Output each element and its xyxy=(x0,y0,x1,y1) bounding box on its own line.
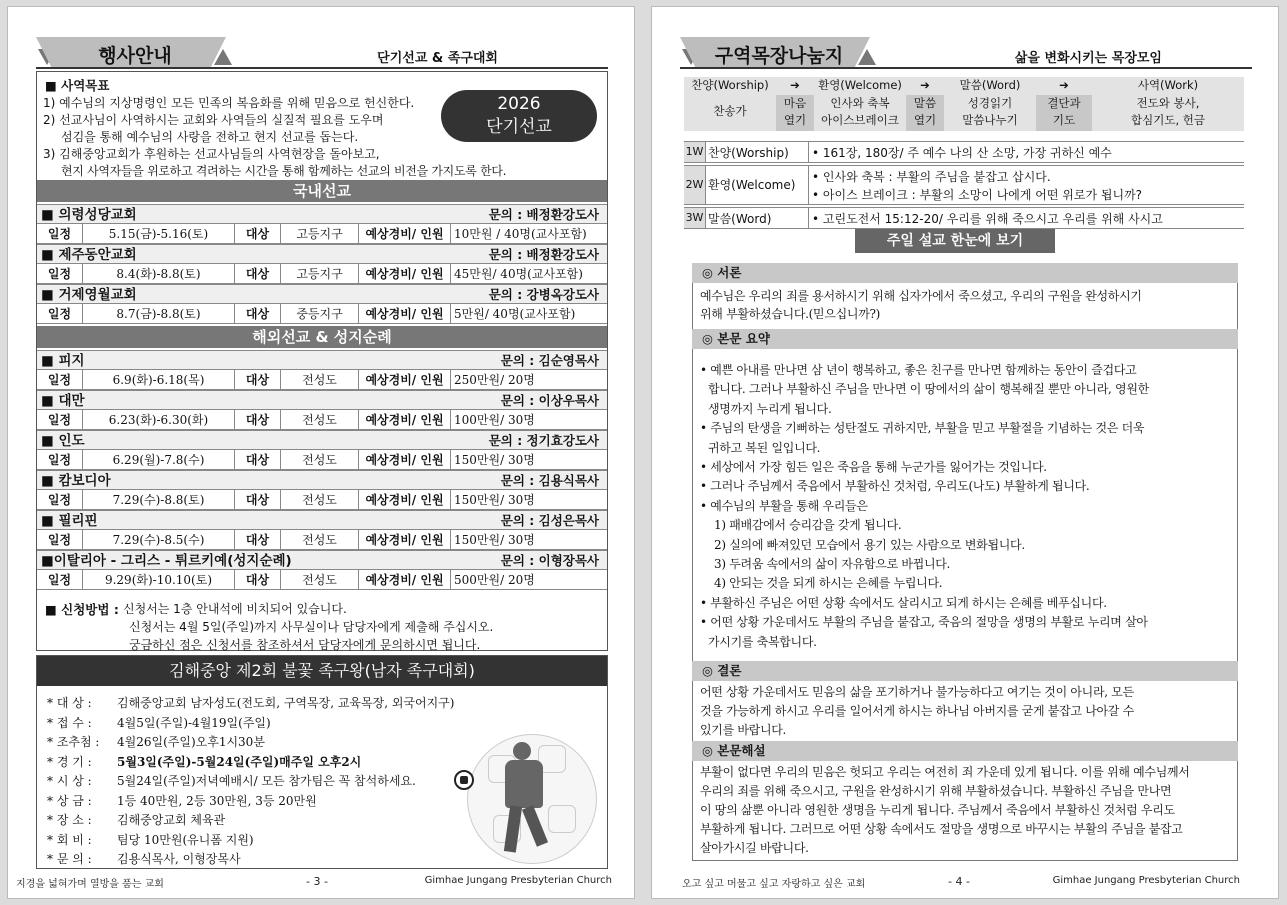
flow-step-bottom: 인사와 축복 아이스브레이크 xyxy=(821,96,899,127)
cost-value: 250만원/ 20명 xyxy=(454,373,535,387)
target-label: 대상 xyxy=(235,304,281,324)
target-value: 전성도 xyxy=(281,410,359,430)
contact: 문의 : 배정환강도사 xyxy=(488,247,599,262)
church-row xyxy=(37,390,607,410)
schedule-row xyxy=(37,224,607,244)
flow-step-top: 찬양(Worship) xyxy=(691,78,769,92)
badge-year: 2026 xyxy=(497,94,541,114)
schedule-row xyxy=(37,370,607,390)
text-line: • 부활하신 주님은 어떤 상황 속에서도 살리시고 되게 하시는 은혜를 베푸십니다. xyxy=(700,595,1107,610)
text-line: 예수님은 우리의 죄를 용서하시기 위해 십자가에서 죽으셨고, 우리의 구원을 완성하시기 xyxy=(700,289,1142,303)
week-divider xyxy=(808,142,809,162)
contact: 문의 : 이형장목사 xyxy=(500,553,599,568)
flow-step-top: 환영(Welcome) xyxy=(818,78,902,92)
cost-value: 150만원/ 30명 xyxy=(454,493,535,507)
header-subtitle: 단기선교 & 족구대회 xyxy=(377,51,498,66)
week-row xyxy=(684,141,1244,163)
tournament-label: * 상 금 : xyxy=(47,793,92,808)
tournament-value: 팀당 10만원(유니폼 지원) xyxy=(117,832,254,847)
footer-church: Gimhae Jungang Presbyterian Church xyxy=(1052,875,1240,886)
text-line: 이 땅의 삶뿐 아니라 영원한 생명을 누리게 됩니다. 주님께서 죽음에서 부활하신 것처럼 우리도 xyxy=(700,803,1175,817)
triangle-up-icon xyxy=(214,49,232,65)
flow-step-bottom: 마음 열기 xyxy=(783,96,807,127)
flow-step-top: 말씀(Word) xyxy=(959,78,1021,92)
schedule-label: 일정 xyxy=(37,410,83,430)
tournament-title: 김해중앙 제2회 불꽃 족구왕(남자 족구대회) xyxy=(37,656,607,686)
text-line: 2) 실의에 빠져있던 모습에서 용기 있는 사람으로 변화됩니다. xyxy=(714,537,1025,552)
schedule-label: 일정 xyxy=(37,264,83,284)
schedule-label: 일정 xyxy=(37,490,83,510)
flow-step-top: 사역(Work) xyxy=(1137,78,1199,92)
target-value: 전성도 xyxy=(281,370,359,390)
text-line: 귀하고 복된 일입니다. xyxy=(708,440,821,455)
week-title: 환영(Welcome) xyxy=(708,178,796,192)
footer-motto: 오고 싶고 머물고 싶고 자랑하고 싶은 교회 xyxy=(682,879,866,890)
church-name: ■ 제주동안교회 xyxy=(41,247,137,263)
tournament-box xyxy=(36,655,608,869)
schedule-dates: 6.29(월)-7.8(수) xyxy=(83,450,235,470)
cost-value: 10만원 / 40명(교사포함) xyxy=(454,227,587,241)
section-header xyxy=(36,37,608,69)
text-line: 위해 부활하셨습니다.(믿으십니까?) xyxy=(700,307,881,321)
target-value: 전성도 xyxy=(281,530,359,550)
header-title: 구역목장나눔지 xyxy=(714,45,844,67)
text-line: • 어떤 상황 가운데서도 부활의 주님을 붙잡고, 죽음의 절망을 생명의 부활로 누리며 살아 xyxy=(700,615,1148,630)
mission-badge xyxy=(441,90,597,142)
page-number: - 4 - xyxy=(948,875,970,888)
target-value: 전성도 xyxy=(281,570,359,590)
target-value: 고등지구 xyxy=(281,224,359,244)
tournament-value: 김해중앙교회 남자성도(전도회, 구역목장, 교육목장, 외국어지구) xyxy=(117,696,455,710)
church-name: ■이탈리아 - 그리스 - 튀르키예(성지순례) xyxy=(41,553,292,569)
cost-label: 예상경비/ 인원 xyxy=(359,264,451,284)
target-label: 대상 xyxy=(235,410,281,430)
schedule-row xyxy=(37,530,607,550)
schedule-row xyxy=(37,264,607,284)
tournament-label: * 대 상 : xyxy=(47,696,92,710)
triangle-up-icon xyxy=(858,49,876,65)
schedule-label: 일정 xyxy=(37,304,83,324)
overseas-band: 해외선교 & 성지순례 xyxy=(37,326,607,348)
flow-step-bottom: 찬송가 xyxy=(713,104,747,118)
goal-line: 3) 김해중앙교회가 후원하는 선교사님들의 사역현장을 돌아보고, xyxy=(43,147,380,161)
church-name: ■ 필리핀 xyxy=(41,513,98,529)
text-line: • 예쁜 아내를 만나면 삼 년이 행복하고, 좋은 친구를 만나면 함께하는 동안이 즐겁다고 xyxy=(700,363,1137,377)
week-number: 1W xyxy=(684,142,706,162)
church-row xyxy=(37,510,607,530)
goal-line: 현지 사역자들을 위로하고 격려하는 시간을 통해 함께하는 선교의 비전을 가지도록 한다. xyxy=(61,164,507,178)
cost-value: 100만원/ 30명 xyxy=(454,413,535,427)
schedule-row xyxy=(37,570,607,590)
cost-label: 예상경비/ 인원 xyxy=(359,304,451,324)
flow-step-bottom: 전도와 봉사, 합심기도, 헌금 xyxy=(1131,96,1205,127)
flow-step xyxy=(1036,77,1092,131)
flow-step xyxy=(684,77,776,131)
goals-title: ■ 사역목표 xyxy=(45,78,110,93)
church-row xyxy=(37,550,607,570)
apply-line: 궁금하신 점은 신청서를 참조하셔서 담당자에게 문의하시면 됩니다. xyxy=(129,638,481,652)
tournament-value: 4월5일(주일)-4월19일(주일) xyxy=(117,715,271,730)
schedule-label: 일정 xyxy=(37,450,83,470)
goal-line: 2) 선교사님이 사역하시는 교회와 사역들의 실질적 필요를 도우며 xyxy=(43,113,384,127)
schedule-row xyxy=(37,304,607,324)
schedule-dates: 8.4(화)-8.8(토) xyxy=(83,264,235,284)
church-name: ■ 대만 xyxy=(41,393,85,409)
week-row xyxy=(684,207,1244,229)
contact: 문의 : 배정환강도사 xyxy=(488,207,599,222)
text-line: 1) 패배감에서 승리감을 갖게 됩니다. xyxy=(714,518,902,533)
cost-label: 예상경비/ 인원 xyxy=(359,490,451,510)
tournament-value: 1등 40만원, 2등 30만원, 3등 20만원 xyxy=(117,793,317,808)
schedule-dates: 7.29(수)-8.8(토) xyxy=(83,490,235,510)
section-header xyxy=(680,37,1252,69)
schedule-row xyxy=(37,410,607,430)
cost-label: 예상경비/ 인원 xyxy=(359,530,451,550)
text-line: 합니다. 그러나 부활하신 주님을 만나면 이 땅에서의 삶이 행복해질 뿐만 아니라, 영원한 xyxy=(708,382,1149,397)
cost-value: 5만원/ 40명(교사포함) xyxy=(454,307,576,321)
schedule-dates: 6.23(화)-6.30(화) xyxy=(83,410,235,430)
apply-line: 신청서는 1층 안내석에 비치되어 있습니다. xyxy=(123,602,347,616)
target-label: 대상 xyxy=(235,530,281,550)
tournament-value: 5월24일(주일)저녁예배시/ 모든 참가팀은 꼭 참석하세요. xyxy=(117,774,416,788)
week-detail: • 아이스 브레이크 : 부활의 소망이 나에게 어떤 위로가 됩니까? xyxy=(812,188,1143,202)
church-row xyxy=(37,244,607,264)
sermon-summary-title: 주일 설교 한눈에 보기 xyxy=(855,229,1055,253)
church-row xyxy=(37,430,607,450)
schedule-dates: 7.29(수)-8.5(수) xyxy=(83,530,235,550)
tournament-value: 김해중앙교회 체육관 xyxy=(117,813,226,827)
target-label: 대상 xyxy=(235,224,281,244)
schedule-label: 일정 xyxy=(37,530,83,550)
tournament-label: * 접 수 : xyxy=(47,715,92,730)
schedule-dates: 9.29(화)-10.10(토) xyxy=(83,570,235,590)
cost-label: 예상경비/ 인원 xyxy=(359,450,451,470)
main-title: ◎ 본문 요약 xyxy=(692,329,1238,349)
flow-step-top: ➔ xyxy=(776,77,814,95)
text-line: 가시기를 축복합니다. xyxy=(708,634,817,649)
tournament-label: * 문 의 : xyxy=(47,852,92,866)
badge-label: 단기선교 xyxy=(486,117,552,137)
meeting-flow xyxy=(684,77,1244,131)
church-row xyxy=(37,350,607,370)
schedule-row xyxy=(37,490,607,510)
page-4 xyxy=(651,6,1279,899)
player-icon xyxy=(513,742,531,760)
church-name: ■ 피지 xyxy=(41,353,85,369)
text-line: 우리의 죄를 위해 죽으시고, 구원을 완성하시기 위해 부활하셨습니다. 부활하신 주님을 만나면 xyxy=(700,784,1172,798)
header-title: 행사안내 xyxy=(98,45,172,67)
church-row xyxy=(37,284,607,304)
page-number: - 3 - xyxy=(306,875,328,888)
cost-value: 500만원/ 20명 xyxy=(454,573,535,587)
target-label: 대상 xyxy=(235,450,281,470)
cost-value: 45만원/ 40명(교사포함) xyxy=(454,267,583,281)
text-line: 부활하게 됩니다. 그러므로 어떤 상황 속에서도 절망을 생명으로 바꾸시는 부활의 주님을 붙잡고 xyxy=(700,822,1183,836)
target-label: 대상 xyxy=(235,490,281,510)
intro-title: ◎ 서론 xyxy=(692,263,1238,283)
text-line: • 그러나 주님께서 죽음에서 부활하신 것처럼, 우리도(나도) 부활하게 됩니다. xyxy=(700,479,1090,494)
church-name: ■ 의령성당교회 xyxy=(41,207,137,223)
contact: 문의 : 정기효강도사 xyxy=(488,433,599,448)
schedule-label: 일정 xyxy=(37,224,83,244)
apply-label: ■ 신청방법 : xyxy=(45,602,119,617)
church-row xyxy=(37,470,607,490)
week-number: 3W xyxy=(684,208,706,228)
page-3 xyxy=(7,6,635,899)
target-value: 전성도 xyxy=(281,490,359,510)
flow-step xyxy=(814,77,906,131)
domestic-band: 국내선교 xyxy=(37,180,607,202)
tournament-value: 5월3일(주일)-5월24일(주일)매주일 오후2시 xyxy=(117,754,362,769)
text-line: • 세상에서 가장 힘든 일은 죽음을 통해 누군가를 잃어가는 것입니다. xyxy=(700,460,1047,474)
church-name: ■ 캄보디아 xyxy=(41,473,111,489)
week-title: 말씀(Word) xyxy=(708,212,772,226)
tournament-label: * 시 상 : xyxy=(47,774,92,788)
church-name: ■ 인도 xyxy=(41,433,85,449)
week-divider xyxy=(808,166,809,204)
tournament-value: 김용식목사, 이형장목사 xyxy=(117,852,241,866)
flow-step xyxy=(1092,77,1244,131)
footer-church: Gimhae Jungang Presbyterian Church xyxy=(424,875,612,886)
week-number: 2W xyxy=(684,166,706,204)
cost-label: 예상경비/ 인원 xyxy=(359,224,451,244)
target-value: 고등지구 xyxy=(281,264,359,284)
tournament-label: * 장 소 : xyxy=(47,813,92,827)
week-divider xyxy=(808,208,809,228)
contact: 문의 : 김성은목사 xyxy=(500,513,599,528)
cost-label: 예상경비/ 인원 xyxy=(359,410,451,430)
cost-value: 150만원/ 30명 xyxy=(454,453,535,467)
week-detail: • 161장, 180장/ 주 예수 나의 산 소망, 가장 귀하신 예수 xyxy=(812,146,1112,160)
flow-step xyxy=(776,77,814,131)
target-label: 대상 xyxy=(235,570,281,590)
flow-step xyxy=(944,77,1036,131)
target-value: 중등지구 xyxy=(281,304,359,324)
footer-motto: 지경을 넓혀가며 열방을 품는 교회 xyxy=(16,879,164,890)
cost-label: 예상경비/ 인원 xyxy=(359,570,451,590)
commentary-title: ◎ 본문해설 xyxy=(692,741,1238,761)
contact: 문의 : 이상우목사 xyxy=(500,393,599,408)
tournament-label: * 조추첨 : xyxy=(47,735,100,749)
target-label: 대상 xyxy=(235,264,281,284)
text-line: 부활이 없다면 우리의 믿음은 헛되고 우리는 여전히 죄 가운데 있게 됩니다. 이를 위해 예수님께서 xyxy=(700,765,1190,779)
flow-step-bottom: 말씀 열기 xyxy=(913,96,937,127)
goal-line: 섬김을 통해 예수님의 사랑을 전하고 현지 선교를 돕는다. xyxy=(61,130,359,144)
text-line: 4) 안되는 것을 되게 하시는 은혜를 누립니다. xyxy=(714,576,943,591)
week-title: 찬양(Worship) xyxy=(708,146,789,160)
week-detail: • 인사와 축복 : 부활의 주님을 붙잡고 삽시다. xyxy=(812,170,1051,184)
text-line: 어떤 상황 가운데서도 믿음의 삶을 포기하거나 불가능하다고 여기는 것이 아니라, 모든 xyxy=(700,685,1134,699)
soccer-ball-icon xyxy=(454,770,474,790)
schedule-label: 일정 xyxy=(37,570,83,590)
text-line: • 주님의 탄생을 기뻐하는 성탄절도 귀하지만, 부활을 믿고 부활절을 기념하는 것은 더욱 xyxy=(700,421,1145,436)
conclusion-title: ◎ 결론 xyxy=(692,661,1238,681)
text-line: 있기를 바랍니다. xyxy=(700,723,787,737)
text-line: 살아가시길 바랍니다. xyxy=(700,841,809,855)
text-line: 생명까지 누리게 됩니다. xyxy=(708,401,832,416)
target-label: 대상 xyxy=(235,370,281,390)
tournament-label: * 회 비 : xyxy=(47,832,92,847)
text-line: 3) 두려움 속에서의 삶이 자유함으로 바뀝니다. xyxy=(714,557,951,571)
contact: 문의 : 김순영목사 xyxy=(500,353,599,368)
flow-step xyxy=(906,77,944,131)
flow-step-bottom: 성경읽기 말씀나누기 xyxy=(962,96,1018,127)
goal-line: 1) 예수님의 지상명령인 모든 민족의 복음화를 위해 믿음으로 헌신한다. xyxy=(43,96,415,110)
apply-line: 신청서는 4월 5일(주일)까지 사무실이나 담당자에게 제출해 주십시오. xyxy=(129,620,494,634)
cost-value: 150만원/ 30명 xyxy=(454,533,535,547)
schedule-dates: 6.9(화)-6.18(목) xyxy=(83,370,235,390)
target-value: 전성도 xyxy=(281,450,359,470)
schedule-label: 일정 xyxy=(37,370,83,390)
contact: 문의 : 강병옥강도사 xyxy=(488,287,599,302)
church-name: ■ 거제영월교회 xyxy=(41,287,137,303)
tournament-value: 4월26일(주일)오후1시30분 xyxy=(117,735,265,749)
text-line: • 예수님의 부활을 통해 우리들은 xyxy=(700,498,868,513)
flow-step-bottom: 결단과 기도 xyxy=(1047,96,1081,127)
header-subtitle: 삶을 변화시키는 목장모임 xyxy=(1014,51,1162,66)
schedule-row xyxy=(37,450,607,470)
mission-box xyxy=(36,71,608,651)
flow-step-top: ➔ xyxy=(1036,77,1092,95)
flow-step-top: ➔ xyxy=(906,77,944,95)
week-detail: • 고린도전서 15:12-20/ 우리를 위해 죽으시고 우리를 위해 사시고 xyxy=(812,212,1163,226)
cost-label: 예상경비/ 인원 xyxy=(359,370,451,390)
contact: 문의 : 김용식목사 xyxy=(500,473,599,488)
text-line: 것을 가능하게 하시고 우리를 일어서게 하시는 하나님 아버지를 굳게 붙잡고 나아갈 수 xyxy=(700,704,1134,718)
schedule-dates: 5.15(금)-5.16(토) xyxy=(83,224,235,244)
tournament-label: * 경 기 : xyxy=(47,754,92,769)
schedule-dates: 8.7(금)-8.8(토) xyxy=(83,304,235,324)
week-row xyxy=(684,165,1244,205)
church-row xyxy=(37,204,607,224)
